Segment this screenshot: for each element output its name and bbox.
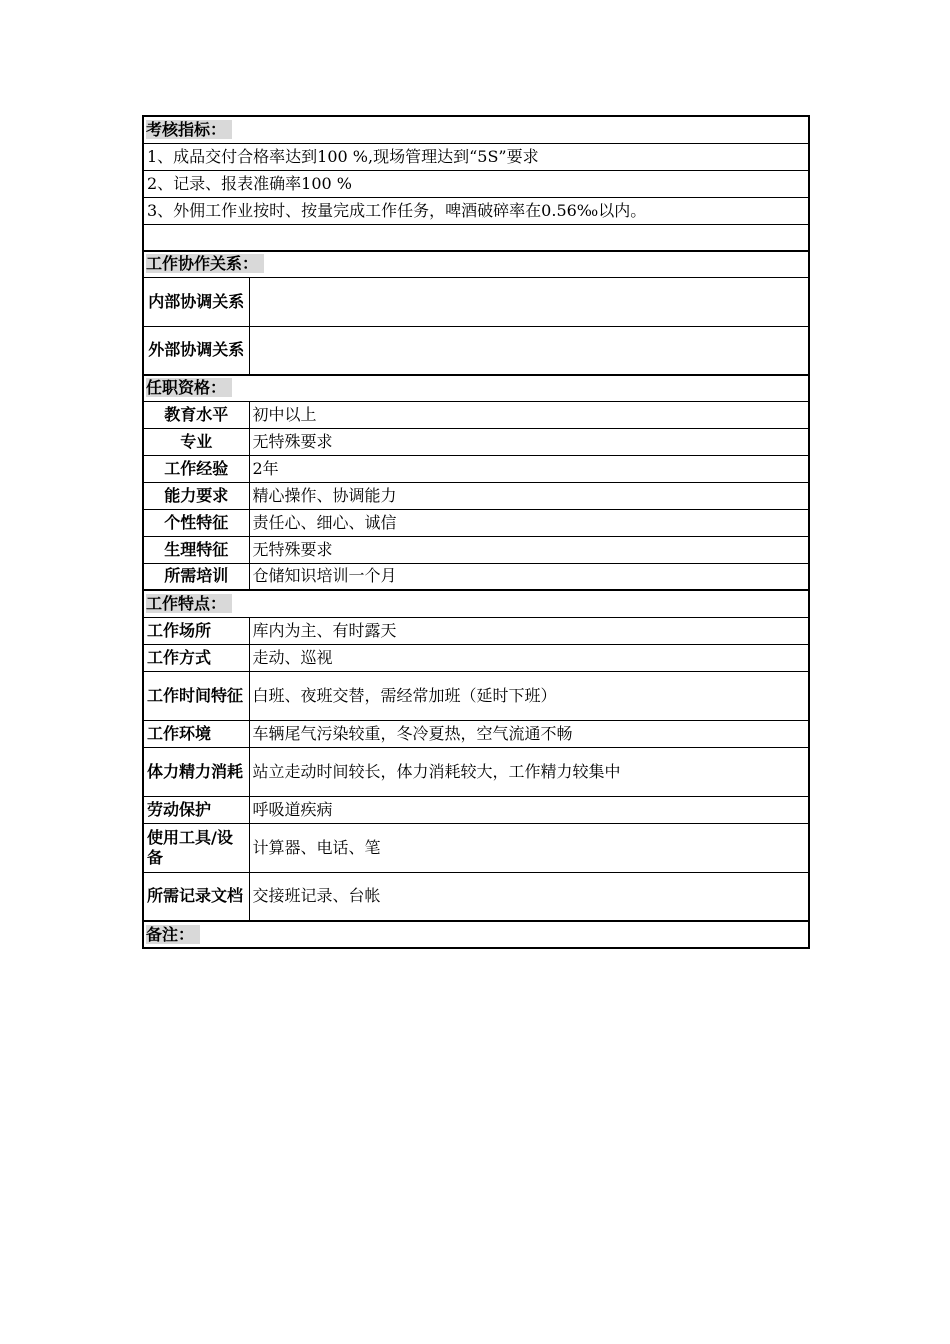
cooperation-row: [143, 277, 809, 326]
feature-value: 白班、夜班交替，需经常加班（延时下班）: [249, 671, 809, 720]
feature-label: 工作场所: [143, 617, 249, 644]
feature-label: 工作时间特征: [143, 671, 249, 720]
feature-row: [143, 644, 809, 671]
qualification-label: 生理特征: [143, 536, 249, 563]
qualification-label: 教育水平: [143, 401, 249, 428]
feature-label: 工作方式: [143, 644, 249, 671]
qualification-row: [143, 428, 809, 455]
qualification-label: 个性特征: [143, 509, 249, 536]
cooperation-label: 外部协调关系: [143, 326, 249, 375]
feature-value: 交接班记录、台帐: [249, 872, 809, 921]
cooperation-title-text: 工作协作关系：: [146, 254, 264, 273]
qualification-row: [143, 482, 809, 509]
feature-row: [143, 796, 809, 823]
qualification-row: [143, 455, 809, 482]
feature-value: 呼吸道疾病: [249, 796, 809, 823]
cooperation-label: 内部协调关系: [143, 277, 249, 326]
qualification-value: 无特殊要求: [249, 428, 809, 455]
qualification-value: 仓储知识培训一个月: [249, 563, 809, 590]
assessment-item: 1、成品交付合格率达到100 %,现场管理达到“5S”要求: [143, 143, 809, 170]
assessment-title: [143, 116, 809, 143]
feature-row: [143, 671, 809, 720]
assessment-item-row: [143, 197, 809, 224]
feature-label: 劳动保护: [143, 796, 249, 823]
feature-row: [143, 823, 809, 872]
remarks-title: [143, 921, 809, 948]
qualification-value: 责任心、细心、诚信: [249, 509, 809, 536]
qualification-label: 工作经验: [143, 455, 249, 482]
feature-value: 走动、巡视: [249, 644, 809, 671]
feature-row: [143, 617, 809, 644]
cooperation-value: [249, 277, 809, 326]
feature-row: [143, 720, 809, 747]
qualification-row: [143, 563, 809, 590]
feature-label: 所需记录文档: [143, 872, 249, 921]
feature-label: 体力精力消耗: [143, 747, 249, 796]
assessment-item-row: [143, 143, 809, 170]
job-description-table: [142, 115, 810, 949]
feature-value: 计算器、电话、笔: [249, 823, 809, 872]
qualification-row: [143, 509, 809, 536]
empty-cell: [143, 224, 809, 251]
remarks-title-text: 备注：: [146, 925, 200, 944]
job-description-document: [142, 115, 808, 949]
qualification-title-text: 任职资格：: [146, 378, 232, 397]
qualification-label: 所需培训: [143, 563, 249, 590]
cooperation-header-row: [143, 251, 809, 277]
qualification-row: [143, 536, 809, 563]
assessment-empty-row: [143, 224, 809, 251]
qualification-label: 专业: [143, 428, 249, 455]
features-title-text: 工作特点：: [146, 594, 232, 613]
assessment-title-text: 考核指标：: [146, 120, 232, 139]
qualification-label: 能力要求: [143, 482, 249, 509]
assessment-header-row: [143, 116, 809, 143]
cooperation-row: [143, 326, 809, 375]
assessment-item-row: [143, 170, 809, 197]
feature-value: 站立走动时间较长，体力消耗较大，工作精力较集中: [249, 747, 809, 796]
feature-label: 使用工具/设备: [143, 823, 249, 872]
feature-row: [143, 872, 809, 921]
feature-label: 工作环境: [143, 720, 249, 747]
features-header-row: [143, 590, 809, 617]
qualification-value: 2年: [249, 455, 809, 482]
feature-row: [143, 747, 809, 796]
feature-value: 车辆尾气污染较重，冬冷夏热，空气流通不畅: [249, 720, 809, 747]
qualification-value: 初中以上: [249, 401, 809, 428]
feature-value: 库内为主、有时露天: [249, 617, 809, 644]
assessment-item: 3、外佣工作业按时、按量完成工作任务，啤酒破碎率在0.56‰以内。: [143, 197, 809, 224]
qualification-header-row: [143, 375, 809, 401]
qualification-value: 精心操作、协调能力: [249, 482, 809, 509]
cooperation-value: [249, 326, 809, 375]
cooperation-title: [143, 251, 809, 277]
qualification-value: 无特殊要求: [249, 536, 809, 563]
assessment-item: 2、记录、报表准确率100 %: [143, 170, 809, 197]
qualification-title: [143, 375, 809, 401]
remarks-row: [143, 921, 809, 948]
features-title: [143, 590, 809, 617]
qualification-row: [143, 401, 809, 428]
